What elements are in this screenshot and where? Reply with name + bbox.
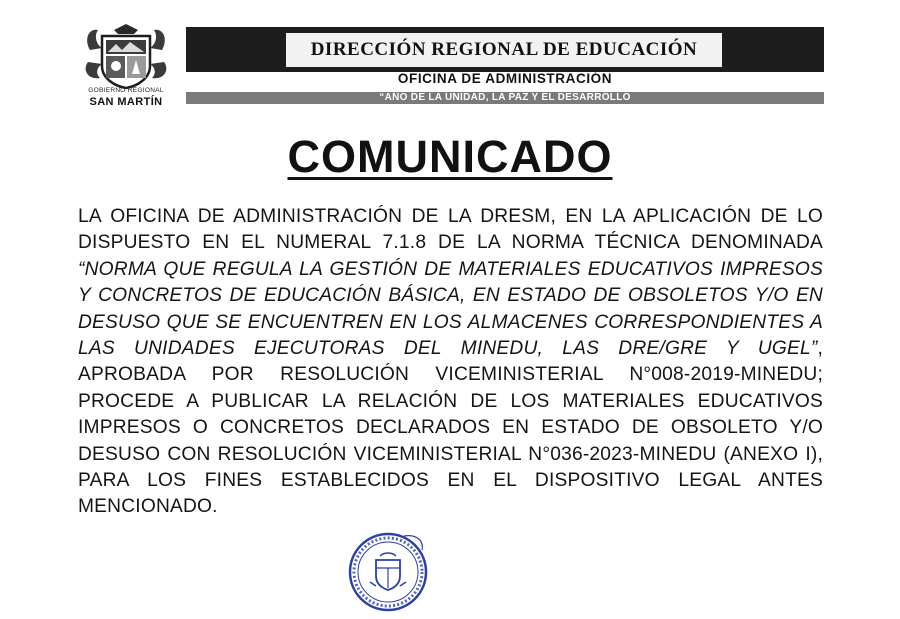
official-seal	[346, 530, 430, 614]
document-title	[0, 130, 900, 184]
paragraph-conclusion: , APROBADA POR RESOLUCIÓN VICEMINISTERIAL N°008-2019-MINEDU; PROCEDE A PUBLICAR LA RELACIÓN DE LOS MATERIALES EDUCATIVOS IMPRESOS O CONCRETOS DECLARADOS EN ESTADO DE OBSOLETO Y/O DESUSO CON RESOLUCIÓN VICEMINISTERIAL N°036-2023-MINEDU (ANEXO I), PARA LOS FINES ESTABLECIDOS EN EL DISPOSITIVO LEGAL ANTES MENCIONADO.	[78, 338, 823, 518]
office-name: OFICINA DE ADMINISTRACIÓN	[397, 71, 613, 86]
paragraph-intro: LA OFICINA DE ADMINISTRACIÓN DE LA DRESM, EN LA APLICACIÓN DE LO DISPUESTO EN EL NUMERAL 7.1.8 DE LA NORMA TÉCNICA DENOMINADA	[78, 206, 823, 254]
motto-band	[186, 92, 824, 104]
header-title-band	[186, 27, 824, 72]
notice-paragraph	[78, 204, 823, 521]
coat-of-arms-icon	[80, 22, 172, 92]
norm-name: “NORMA QUE REGULA LA GESTIÓN DE MATERIALES EDUCATIVOS IMPRESOS Y CONCRETOS DE EDUCACIÓN BÁSICA, EN ESTADO DE OBSOLETOS Y/O EN DESUSO QUE SE ENCUENTREN EN LOS ALMACENES CORRESPONDIENTES A LAS UNIDADES EJECUTORAS DEL MINEDU, LAS DRE/GRE Y UGEL”	[78, 258, 823, 360]
document-title-text: COMUNICADO	[287, 131, 613, 182]
logo-caption-line2: SAN MARTÍN	[89, 96, 163, 108]
year-motto: “AÑO DE LA UNIDAD, LA PAZ Y EL DESARROLLO	[379, 92, 631, 103]
seal-stamp-icon	[346, 530, 430, 614]
logo-caption-line1: GOBIERNO REGIONAL	[88, 87, 164, 94]
directorate-title: DIRECCIÓN REGIONAL DE EDUCACIÓN	[286, 33, 722, 67]
